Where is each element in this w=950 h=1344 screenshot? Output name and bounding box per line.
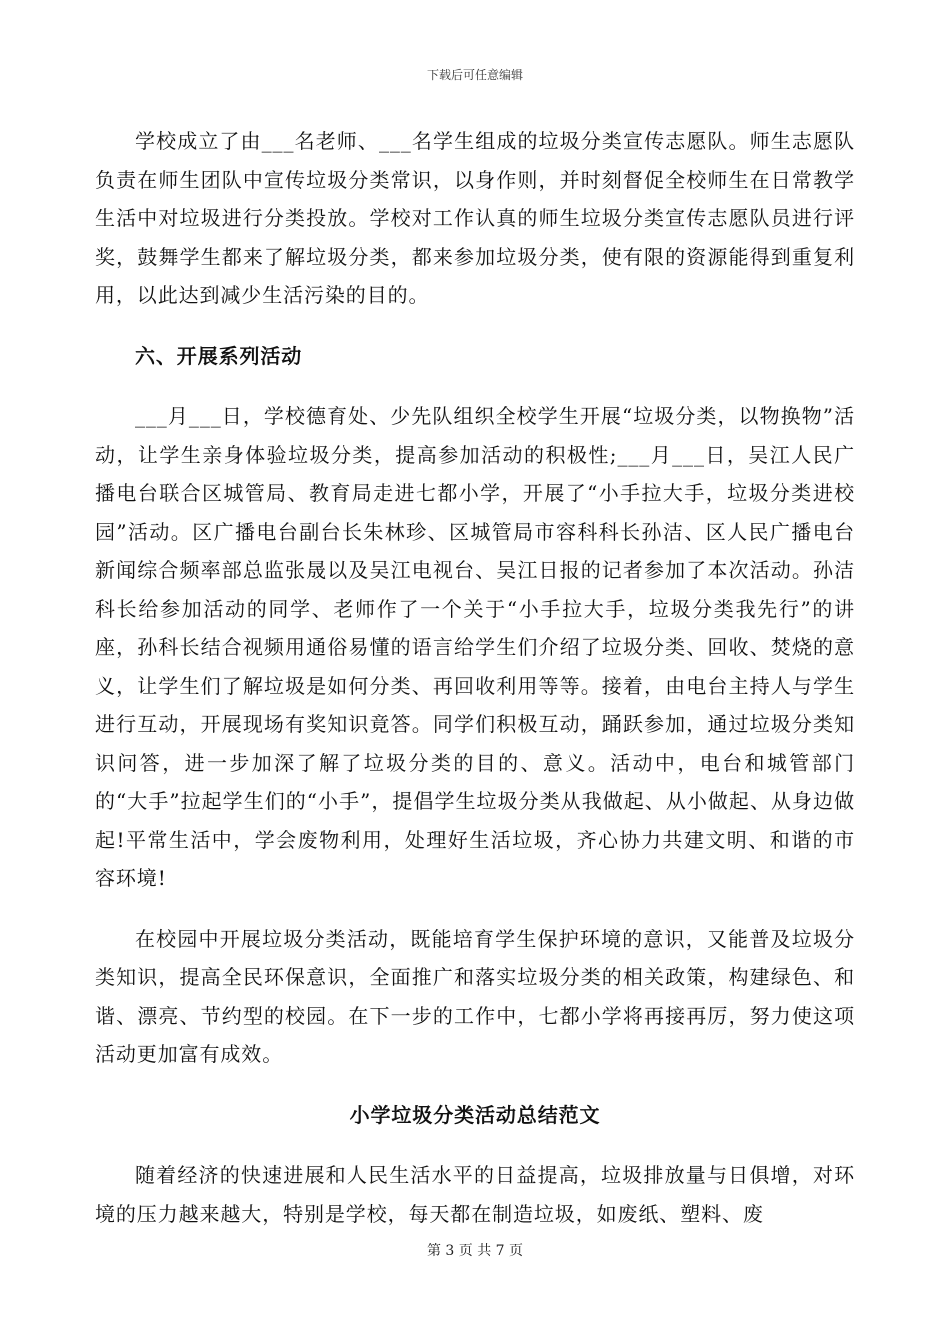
paragraph-gap <box>95 1074 855 1096</box>
paragraph-activities: ___月___日，学校德育处、少先队组织全校学生开展“垃圾分类，以物换物”活动，让学生亲身体验垃圾分类，提高参加活动的积极性;___月___日，吴江人民广播电台联合区城管局、教育局走进七都小学，开展了“小手拉大手，垃圾分类进校园”活动。区广播电台副台长朱林珍、区城管局市容科科长孙洁、区人民广播电台新闻综合频率部总监张晟以及吴江电视台、吴江日报的记者参加了本次活动。孙洁科长给参加活动的同学、老师作了一个关于“小手拉大手，垃圾分类我先行”的讲座，孙科长结合视频用通俗易懂的语言给学生们介绍了垃圾分类、回收、焚烧的意义，让学生们了解垃圾是如何分类、再回收利用等等。接着，由电台主持人与学生进行互动，开展现场有奖知识竟答。同学们积极互动，踊跃参加，通过垃圾分类知识问答，进一步加深了解了垃圾分类的目的、意义。活动中，电台和城管部门的“大手”拉起学生们的“小手”，提倡学生垃圾分类从我做起、从小做起、从身边做起!平常生活中，学会废物利用，处理好生活垃圾，齐心协力共建文明、和谐的市容环境! <box>95 404 855 890</box>
paragraph-conclusion: 在校园中开展垃圾分类活动，既能培育学生保护环境的意识，又能普及垃圾分类知识，提高全民环保意识，全面推广和落实垃圾分类的相关政策，构建绿色、和谐、漂亮、节约型的校园。在下一步的工作中，七都小学将再接再厉，努力使这项活动更加富有成效。 <box>95 926 855 1066</box>
paragraph-gap <box>95 375 855 397</box>
paragraph-gap <box>95 898 855 920</box>
paragraph-intro: 随着经济的快速进展和人民生活水平的日益提高，垃圾排放量与日俱增，对环境的压力越来越大，特别是学校，每天都在制造垃圾，如废纸、塑料、废 <box>95 1163 855 1226</box>
page-header: 下载后可任意编辑 <box>426 68 523 82</box>
document-body <box>95 122 855 1233</box>
paragraph-volunteer-team: 学校成立了由___名老师、___名学生组成的垃圾分类宣传志愿队。师生志愿队负责在师生团队中宣传垃圾分类常识，以身作则，并时刻督促全校师生在日常教学生活中对垃圾进行分类投放。学校对工作认真的师生垃圾分类宣传志愿队员进行评奖，鼓舞学生都来了解垃圾分类，都来参加垃圾分类，使有限的资源能得到重复利用，以此达到减少生活污染的目的。 <box>95 129 855 307</box>
paragraph-gap <box>95 1134 855 1156</box>
section-heading-activities: 六、开展系列活动 <box>135 343 303 368</box>
paragraph-gap <box>95 315 855 337</box>
page-number: 第 3 页 共 7 页 <box>426 1243 524 1259</box>
document-title: 小学垃圾分类活动总结范文 <box>349 1102 601 1127</box>
